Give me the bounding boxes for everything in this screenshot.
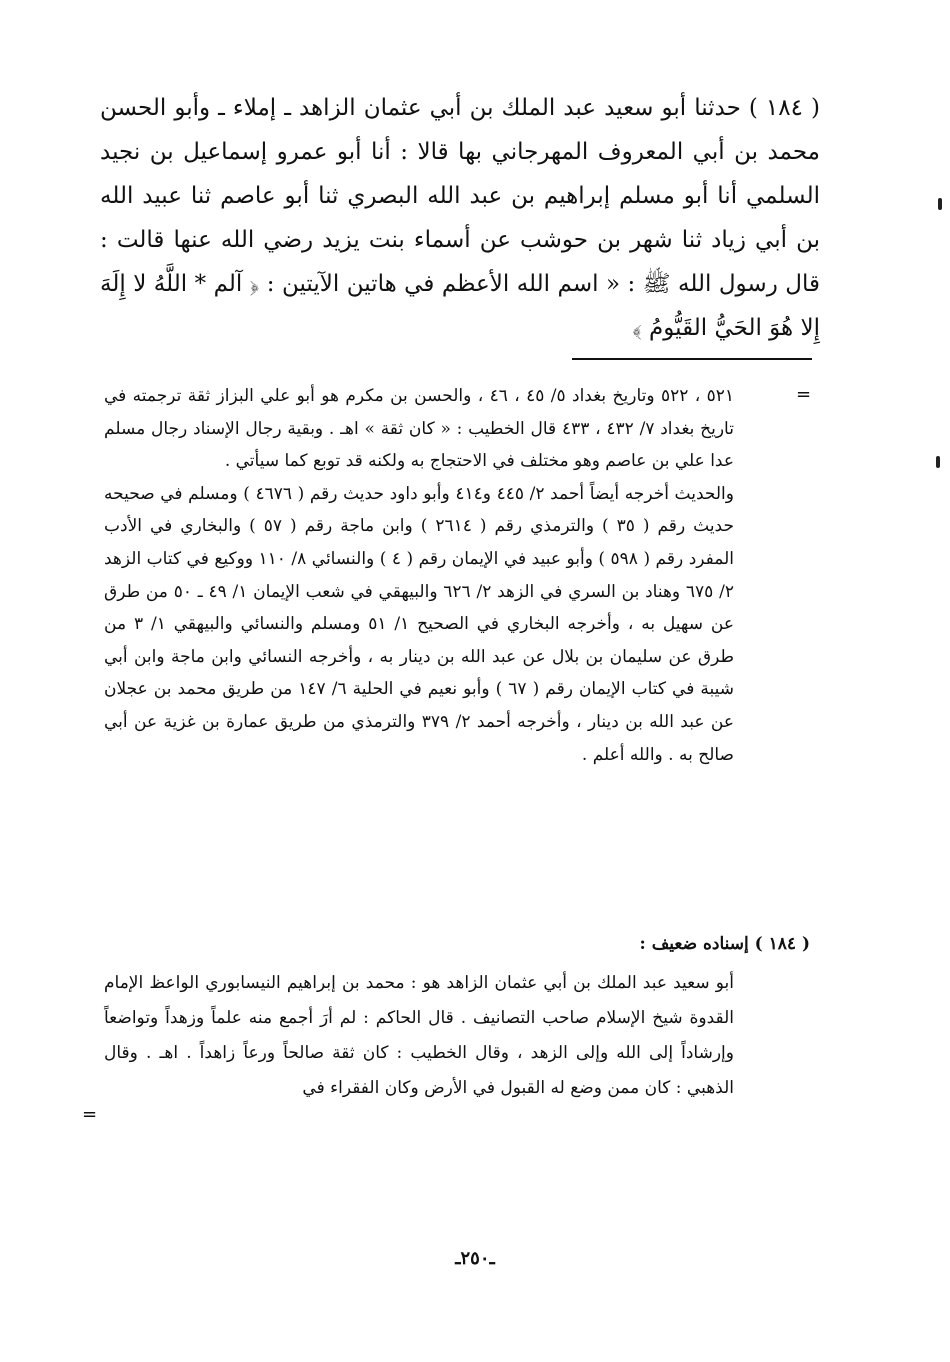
- scan-edge-mark: [938, 198, 942, 210]
- page-number: ـ٢٥٠ـ: [455, 1248, 495, 1269]
- biography-paragraph: أبو سعيد عبد الملك بن أبي عثمان الزاهد هو : محمد بن إبراهيم النيسابوري الواعظ الإمام القدوة شيخ الإسلام صاحب التصانيف . قال الحاكم : لم أرَ أجمع منه علماً وزهداً وتواضعاً وإرشاداً إلى الله وإلى الزهد ، وقال الخطيب : كان ثقة صالحاً ورعاً زاهداً . اهـ . وقال الذهبي : كان ممن وضع له القبول في الأرض وكان الفقراء في: [104, 973, 734, 1098]
- narrator-biography: [104, 966, 734, 1106]
- footnote-divider: [572, 358, 812, 360]
- footnote-heading: ( ١٨٤ ) إسناده ضعيف :: [639, 934, 810, 954]
- footnote-paragraph: والحديث أخرجه أيضاً أحمد ٢/ ٤٤٥ و٤١٤ وأبو داود حديث رقم ( ٤٦٧٦ ) ومسلم في صحيحه حديث رقم ( ٣٥ ) والترمذي رقم ( ٢٦١٤ ) وابن ماجة رقم ( ٥٧ ) والبخاري في الأدب المفرد رقم ( ٥٩٨ ) وأبو عبيد في الإيمان رقم ( ٤ ) والنسائي ٨/ ١١٠ ووكيع في كتاب الزهد ٢/ ٦٧٥ وهناد بن السري في الزهد ٢/ ٦٢٦ والبيهقي في شعب الإيمان ١/ ٤٩ ـ ٥٠ من طرق عن سهيل به ، وأخرجه البخاري في الصحيح ١/ ٥١ ومسلم والنسائي والبيهقي ١/ ٣ من طرق عن سليمان بن بلال عن عبد الله بن دينار به ، وأخرجه النسائي وابن ماجة وابن أبي شيبة في كتاب الإيمان رقم ( ٦٧ ) وأبو نعيم في الحلية ٦/ ١٤٧ من طريق محمد بن عجلان عن عبد الله بن دينار ، وأخرجه أحمد ٢/ ٣٧٩ والترمذي من طريق عمارة بن غزية عن أبي صالح به . والله أعلم .: [104, 483, 734, 765]
- hadith-text: [100, 86, 820, 350]
- hadith-paragraph: ( ١٨٤ ) حدثنا أبو سعيد عبد الملك بن أبي عثمان الزاهد ـ إملاء ـ وأبو الحسن محمد بن أبي المعروف المهرجاني بها قالا : أنا أبو عمرو إسماعيل بن نجيد السلمي أنا أبو مسلم إبراهيم بن عبد الله البصري ثنا أبو عاصم ثنا عبيد الله بن أبي زياد ثنا شهر بن حوشب عن أسماء بنت يزيد رضي الله عنها قالت : قال رسول الله ﷺ : « اسم الله الأعظم في هاتين الآيتين : ﴿ آلم * اللَّهُ لا إِلَهَ إِلا هُوَ الحَيُّ القَيُّومُ ﴾: [100, 95, 820, 341]
- continuation-mark-top: =: [796, 384, 812, 405]
- scan-edge-mark: [936, 456, 940, 468]
- footnotes: [104, 380, 734, 771]
- continuation-mark-bottom: =: [82, 1104, 98, 1125]
- footnote-paragraph: ٥٢١ ، ٥٢٢ وتاريخ بغداد ٥/ ٤٥ ، ٤٦ ، والحسن بن مكرم هو أبو علي البزاز ثقة ترجمته في تاريخ بغداد ٧/ ٤٣٢ ، ٤٣٣ قال الخطيب : « كان ثقة » اهـ . وبقية رجال الإسناد رجال مسلم عدا علي بن عاصم وهو مختلف في الاحتجاج به ولكنه قد توبع كما سيأتي .: [104, 386, 734, 472]
